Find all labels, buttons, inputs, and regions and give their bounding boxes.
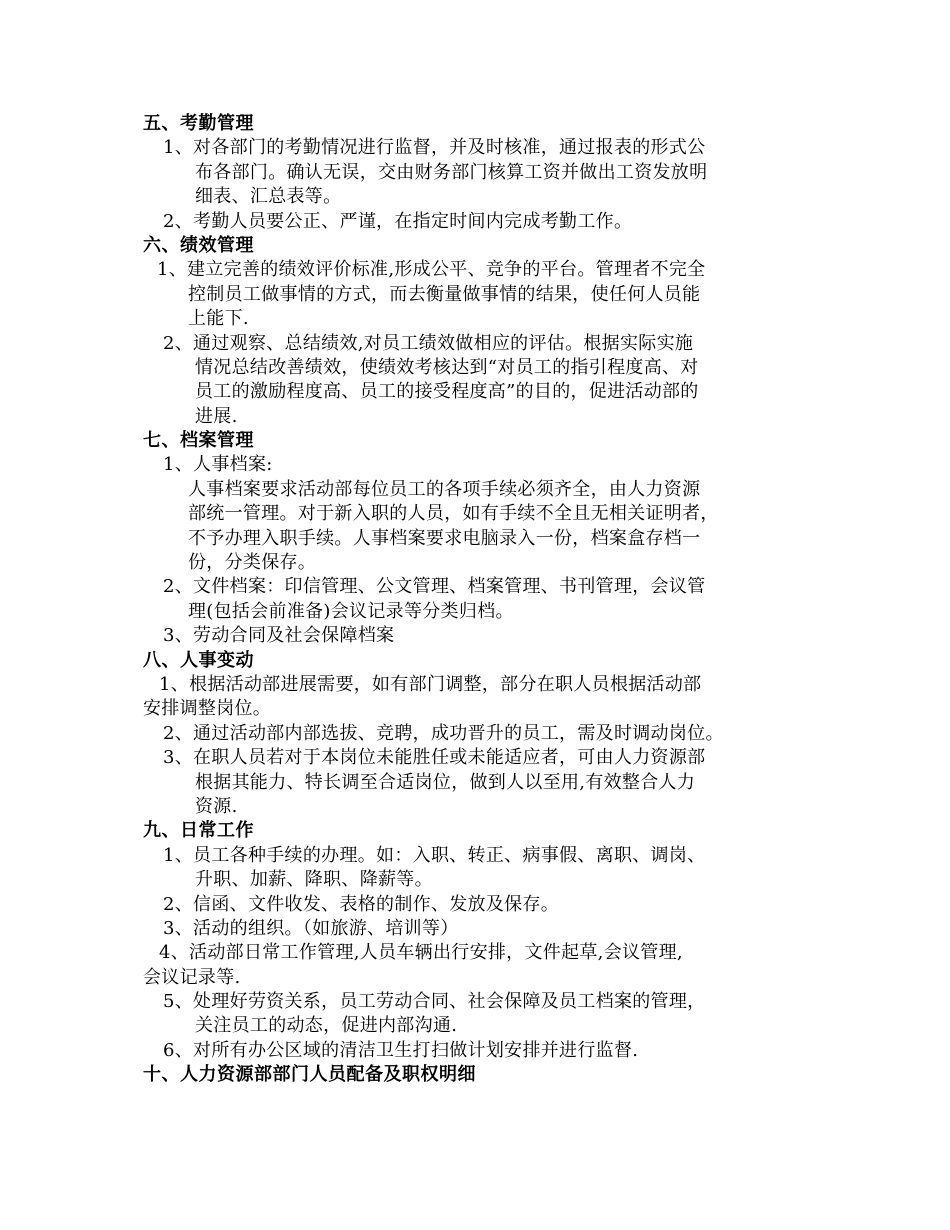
section-heading: 十、人力资源部部门人员配备及职权明细	[143, 1064, 476, 1086]
section-heading: 五、考勤管理	[143, 113, 254, 134]
section-heading: 九、日常工作	[143, 820, 254, 842]
paragraph-line: 细表、汇总表等。	[195, 186, 342, 208]
paragraph-line: 2、通过观察、总结绩效,对员工绩效做相应的评估。根据实际实施	[163, 332, 694, 354]
paragraph-line: 1、对各部门的考勤情况进行监督，并及时核准，通过报表的形式公	[163, 137, 706, 159]
paragraph-line: 进展.	[195, 405, 238, 427]
paragraph-line: 1、根据活动部进展需要，如有部门调整，部分在职人员根据活动部	[159, 673, 702, 695]
paragraph-line: 6、对所有办公区域的清洁卫生打扫做计划安排并进行监督.	[163, 1039, 639, 1061]
paragraph-line: 1、员工各种手续的办理。如：入职、转正、病事假、离职、调岗、	[163, 844, 706, 866]
paragraph-line: 布各部门。确认无误，交由财务部门核算工资并做出工资发放明	[195, 161, 708, 183]
paragraph-line: 3、活动的组织。（如旅游、培训等）	[163, 917, 459, 939]
paragraph-line: 2、信函、文件收发、表格的制作、发放及保存。	[163, 893, 560, 915]
paragraph-line: 员工的激励程度高、员工的接受程度高”的目的，促进活动部的	[195, 381, 699, 403]
paragraph-line: 份，分类保存。	[188, 552, 317, 574]
paragraph-line: 2、考勤人员要公正、严谨，在指定时间内完成考勤工作。	[163, 210, 633, 232]
paragraph-line: 1、建立完善的绩效评价标准,形成公平、竞争的平台。管理者不完全	[157, 259, 706, 281]
paragraph-line: 人事档案要求活动部每位员工的各项手续必须齐全，由人力资源	[188, 478, 701, 500]
paragraph-line: 关注员工的动态，促进内部沟通.	[195, 1015, 458, 1037]
paragraph-line: 3、劳动合同及社会保障档案	[163, 625, 395, 647]
paragraph-line: 升职、加薪、降职、降薪等。	[195, 869, 433, 891]
paragraph-line: 安排调整岗位。	[143, 698, 272, 720]
paragraph-line: 1、人事档案:	[163, 454, 273, 476]
paragraph-line: 部统一管理。对于新入职的人员，如有手续不全且无相关证明者，	[188, 503, 719, 525]
section-heading: 六、绩效管理	[143, 234, 254, 256]
section-heading: 七、档案管理	[143, 430, 254, 452]
paragraph-line: 控制员工做事情的方式，而去衡量做事情的结果，使任何人员能	[188, 283, 701, 305]
paragraph-line: 不予办理入职手续。人事档案要求电脑录入一份，档案盒存档一	[188, 527, 701, 549]
section-heading: 八、人事变动	[143, 649, 254, 671]
paragraph-line: 2、通过活动部内部选拔、竞聘，成功晋升的员工，需及时调动岗位。	[163, 722, 724, 744]
document-page	[143, 112, 818, 1088]
paragraph-line: 4、活动部日常工作管理,人员车辆出行安排，文件起草,会议管理,	[159, 942, 683, 964]
paragraph-line: 资源.	[195, 795, 238, 817]
paragraph-line: 情况总结改善绩效，使绩效考核达到“对员工的指引程度高、对	[195, 356, 699, 378]
paragraph-line: 5、处理好劳资关系，员工劳动合同、社会保障及员工档案的管理，	[163, 991, 706, 1013]
paragraph-line: 3、在职人员若对于本岗位未能胜任或未能适应者，可由人力资源部	[163, 747, 706, 769]
paragraph-line: 上能下.	[188, 308, 249, 330]
paragraph-line: 会议记录等.	[143, 966, 241, 988]
paragraph-line: 理(包括会前准备)会议记录等分类归档。	[188, 600, 514, 622]
paragraph-line: 根据其能力、特长调至合适岗位，做到人以至用,有效整合人力	[195, 771, 696, 793]
paragraph-line: 2、文件档案：印信管理、公文管理、档案管理、书刊管理，会议管	[163, 576, 706, 598]
